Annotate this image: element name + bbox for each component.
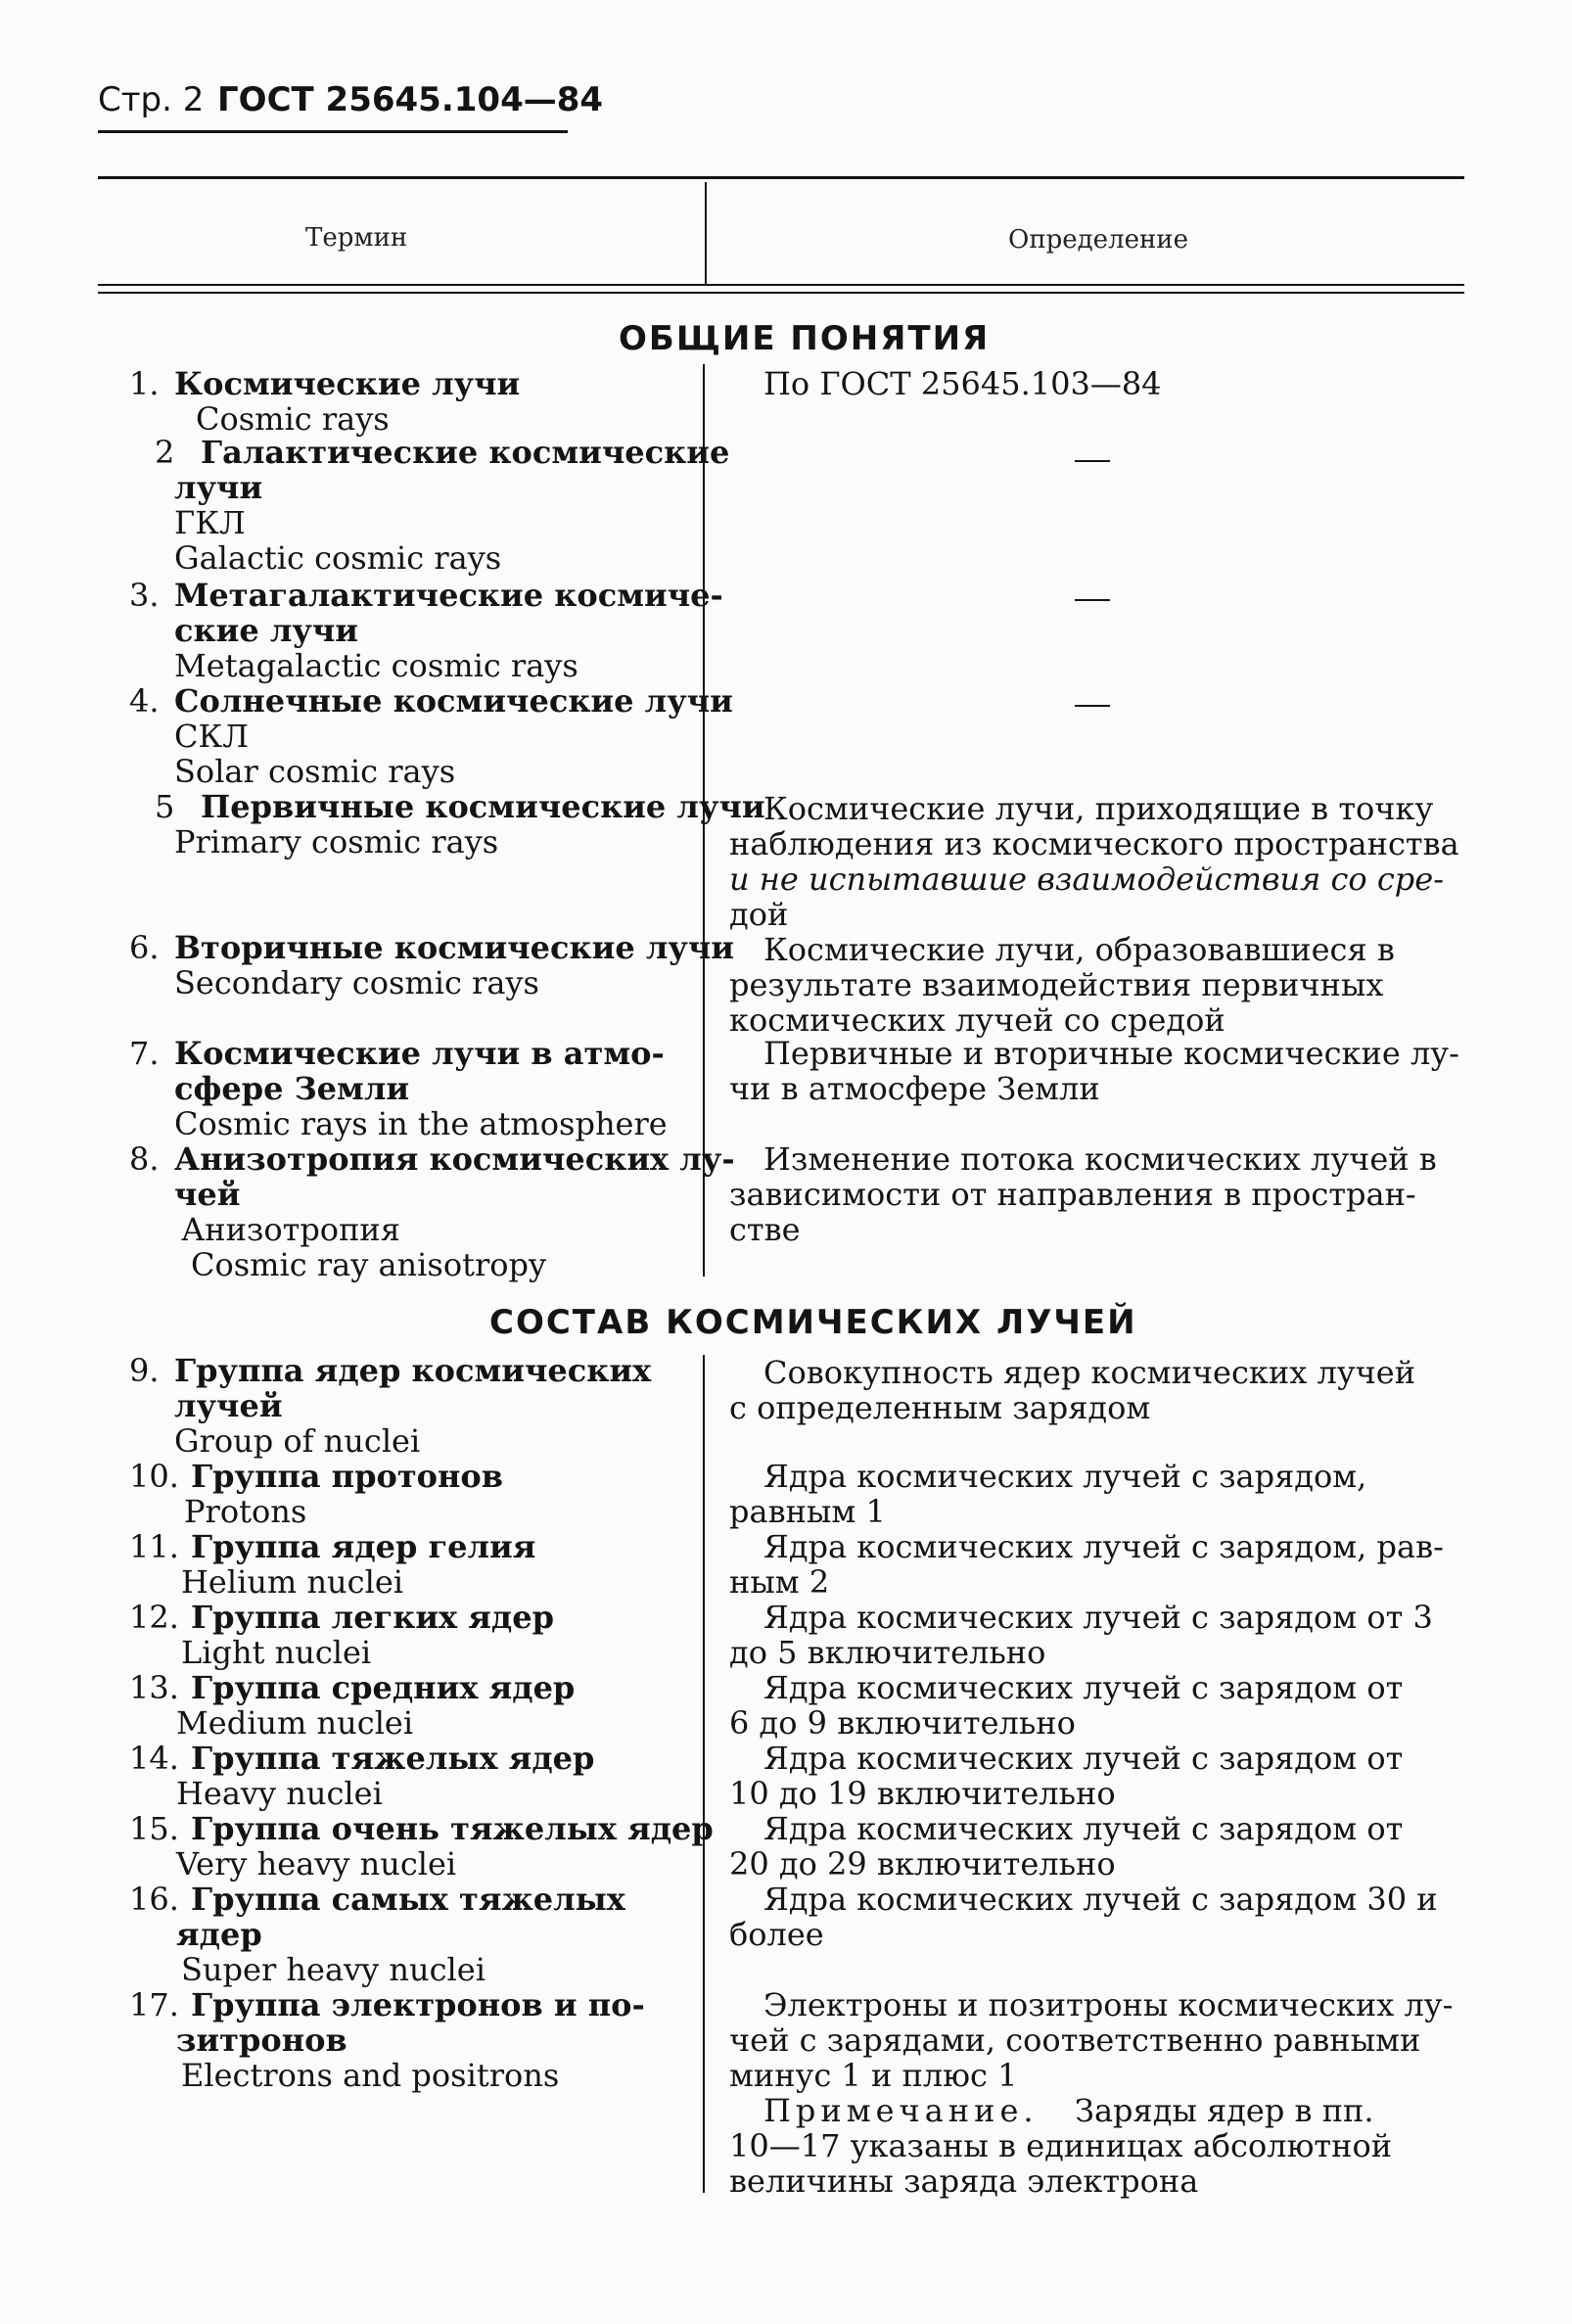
definition-text: Ядра космических лучей с зарядом,: [763, 1458, 1367, 1495]
column-divider-header: [705, 182, 707, 284]
entry-number: 15.: [129, 1810, 179, 1847]
definition-text: чей с зарядами, соответственно равными: [729, 2022, 1421, 2059]
definition-text: и не испытавшие взаимодействия со сре-: [729, 860, 1445, 898]
definition-text: Изменение потока космических лучей в: [763, 1140, 1437, 1178]
definition-text: 6 до 9 включительно: [729, 1704, 1076, 1742]
definition-text: ным 2: [729, 1563, 830, 1601]
definition-dash: [1075, 599, 1110, 601]
term-abbreviation: СКЛ: [174, 718, 249, 755]
entry-number: 1.: [129, 365, 160, 402]
entry-number: 5: [155, 788, 175, 825]
definition-text: Первичные и вторичные космические лу-: [763, 1035, 1459, 1072]
term-ru: Вторичные космические лучи: [174, 929, 735, 966]
definition-text: По ГОСТ 25645.103—84: [763, 365, 1162, 402]
header-underline: [98, 130, 568, 133]
definition-dash: [1075, 705, 1110, 707]
term-en: Solar cosmic rays: [174, 753, 456, 790]
term-ru: Группа ядер космических: [174, 1352, 652, 1389]
term-ru: зитронов: [176, 2022, 347, 2059]
definition-text: минус 1 и плюс 1: [729, 2057, 1018, 2094]
definition-text: стве: [729, 1211, 801, 1248]
term-ru: лучей: [174, 1387, 283, 1424]
term-ru: Солнечные космические лучи: [174, 682, 733, 720]
definition-text: Ядра космических лучей с зарядом от: [763, 1669, 1404, 1706]
entry-number: 3.: [129, 577, 160, 614]
term-ru: Метагалактические космиче-: [174, 577, 723, 614]
term-en: Metagalactic cosmic rays: [174, 647, 578, 684]
definition-text: до 5 включительно: [729, 1634, 1046, 1671]
term-ru: ские лучи: [174, 612, 359, 649]
note-text: 10—17 указаны в единицах абсолютной: [729, 2127, 1393, 2164]
definition-dash: [1075, 460, 1110, 462]
term-en: Very heavy nuclei: [176, 1845, 457, 1882]
term-ru: Группа легких ядер: [191, 1599, 554, 1636]
term-ru: чей: [174, 1176, 241, 1213]
entry-number: 9.: [129, 1352, 160, 1389]
section-heading-composition: СОСТАВ КОСМИЧЕСКИХ ЛУЧЕЙ: [489, 1303, 1137, 1342]
note-label: Примечание.: [763, 2092, 1039, 2129]
section-heading-general: ОБЩИЕ ПОНЯТИЯ: [619, 319, 991, 358]
entry-number: 7.: [129, 1035, 160, 1072]
term-en: Group of nuclei: [174, 1422, 421, 1460]
term-en: Helium nuclei: [181, 1563, 403, 1601]
definition-text: наблюдения из космического пространства: [729, 825, 1459, 862]
term-en: Primary cosmic rays: [174, 823, 499, 860]
note-text: Заряды ядер в пп.: [1075, 2092, 1374, 2129]
term-ru: Анизотропия космических лу-: [174, 1140, 735, 1178]
term-ru: Группа самых тяжелых: [191, 1881, 625, 1918]
term-ru: Космические лучи: [174, 365, 521, 402]
term-ru: Галактические космические: [201, 434, 730, 471]
term-ru: Группа средних ядер: [191, 1669, 576, 1706]
entry-number: 4.: [129, 682, 160, 720]
term-ru: Группа очень тяжелых ядер: [191, 1810, 714, 1847]
table-header-rule-2: [98, 292, 1464, 294]
term-synonym: Анизотропия: [181, 1211, 400, 1248]
term-ru: Первичные космические лучи: [201, 788, 765, 825]
definition-text: более: [729, 1916, 824, 1953]
entry-number: 16.: [129, 1881, 179, 1918]
column-header-definition: Определение: [1008, 225, 1189, 255]
entry-number: 6.: [129, 929, 160, 966]
definition-text: чи в атмосфере Земли: [729, 1070, 1100, 1107]
entry-number: 17.: [129, 1986, 179, 2023]
term-ru: Космические лучи в атмо-: [174, 1035, 665, 1072]
definition-text: Космические лучи, приходящие в точку: [763, 790, 1434, 827]
entry-number: 10.: [129, 1458, 179, 1495]
definition-text: зависимости от направления в простран-: [729, 1176, 1416, 1213]
definition-text: Космические лучи, образовавшиеся в: [763, 931, 1395, 968]
note-text: величины заряда электрона: [729, 2162, 1199, 2200]
term-en: Heavy nuclei: [176, 1775, 383, 1812]
term-ru: Группа тяжелых ядер: [191, 1740, 595, 1777]
term-en: Cosmic rays: [196, 400, 390, 438]
column-header-term: Термин: [305, 223, 408, 253]
entry-number: 14.: [129, 1740, 179, 1777]
table-header-rule-1: [98, 284, 1464, 286]
definition-text: результате взаимодействия первичных: [729, 966, 1384, 1003]
term-en: Light nuclei: [181, 1634, 372, 1671]
definition-text: 20 до 29 включительно: [729, 1845, 1116, 1882]
term-en: Cosmic ray anisotropy: [191, 1246, 547, 1283]
entry-number: 8.: [129, 1140, 160, 1178]
term-ru: Группа протонов: [191, 1458, 503, 1495]
definition-text: Ядра космических лучей с зарядом от: [763, 1740, 1404, 1777]
definition-text: равным 1: [729, 1493, 886, 1530]
term-en: Medium nuclei: [176, 1704, 414, 1742]
term-en: Electrons and positrons: [181, 2057, 560, 2094]
term-ru: лучи: [174, 469, 263, 506]
page-number: Стр. 2: [98, 80, 205, 119]
entry-number: 2: [155, 434, 175, 471]
term-en: Cosmic rays in the atmosphere: [174, 1105, 668, 1142]
entry-number: 13.: [129, 1669, 179, 1706]
definition-text: Электроны и позитроны космических лу-: [763, 1986, 1454, 2023]
document-code: ГОСТ 25645.104—84: [217, 80, 604, 119]
term-ru: Группа ядер гелия: [191, 1528, 536, 1565]
term-en: Super heavy nuclei: [181, 1951, 485, 1988]
term-en: Galactic cosmic rays: [174, 539, 502, 577]
column-divider-section-2: [703, 1355, 705, 2193]
definition-text: Ядра космических лучей с зарядом, рав-: [763, 1528, 1444, 1565]
definition-text: Ядра космических лучей с зарядом 30 и: [763, 1881, 1438, 1918]
definition-text: 10 до 19 включительно: [729, 1775, 1116, 1812]
definition-text: дой: [729, 896, 789, 933]
definition-text: с определенным зарядом: [729, 1389, 1151, 1426]
definition-text: Ядра космических лучей с зарядом от: [763, 1810, 1404, 1847]
definition-text: Ядра космических лучей с зарядом от 3: [763, 1599, 1433, 1636]
entry-number: 12.: [129, 1599, 179, 1636]
term-abbreviation: ГКЛ: [174, 504, 246, 541]
term-ru: ядер: [176, 1916, 262, 1953]
term-en: Protons: [184, 1493, 307, 1530]
term-ru: Группа электронов и по-: [191, 1986, 645, 2023]
definition-text: Совокупность ядер космических лучей: [763, 1354, 1416, 1391]
definition-text: космических лучей со средой: [729, 1001, 1225, 1039]
term-en: Secondary cosmic rays: [174, 964, 539, 1001]
entry-number: 11.: [129, 1528, 179, 1565]
term-ru: сфере Земли: [174, 1070, 410, 1107]
table-top-rule: [98, 176, 1464, 179]
